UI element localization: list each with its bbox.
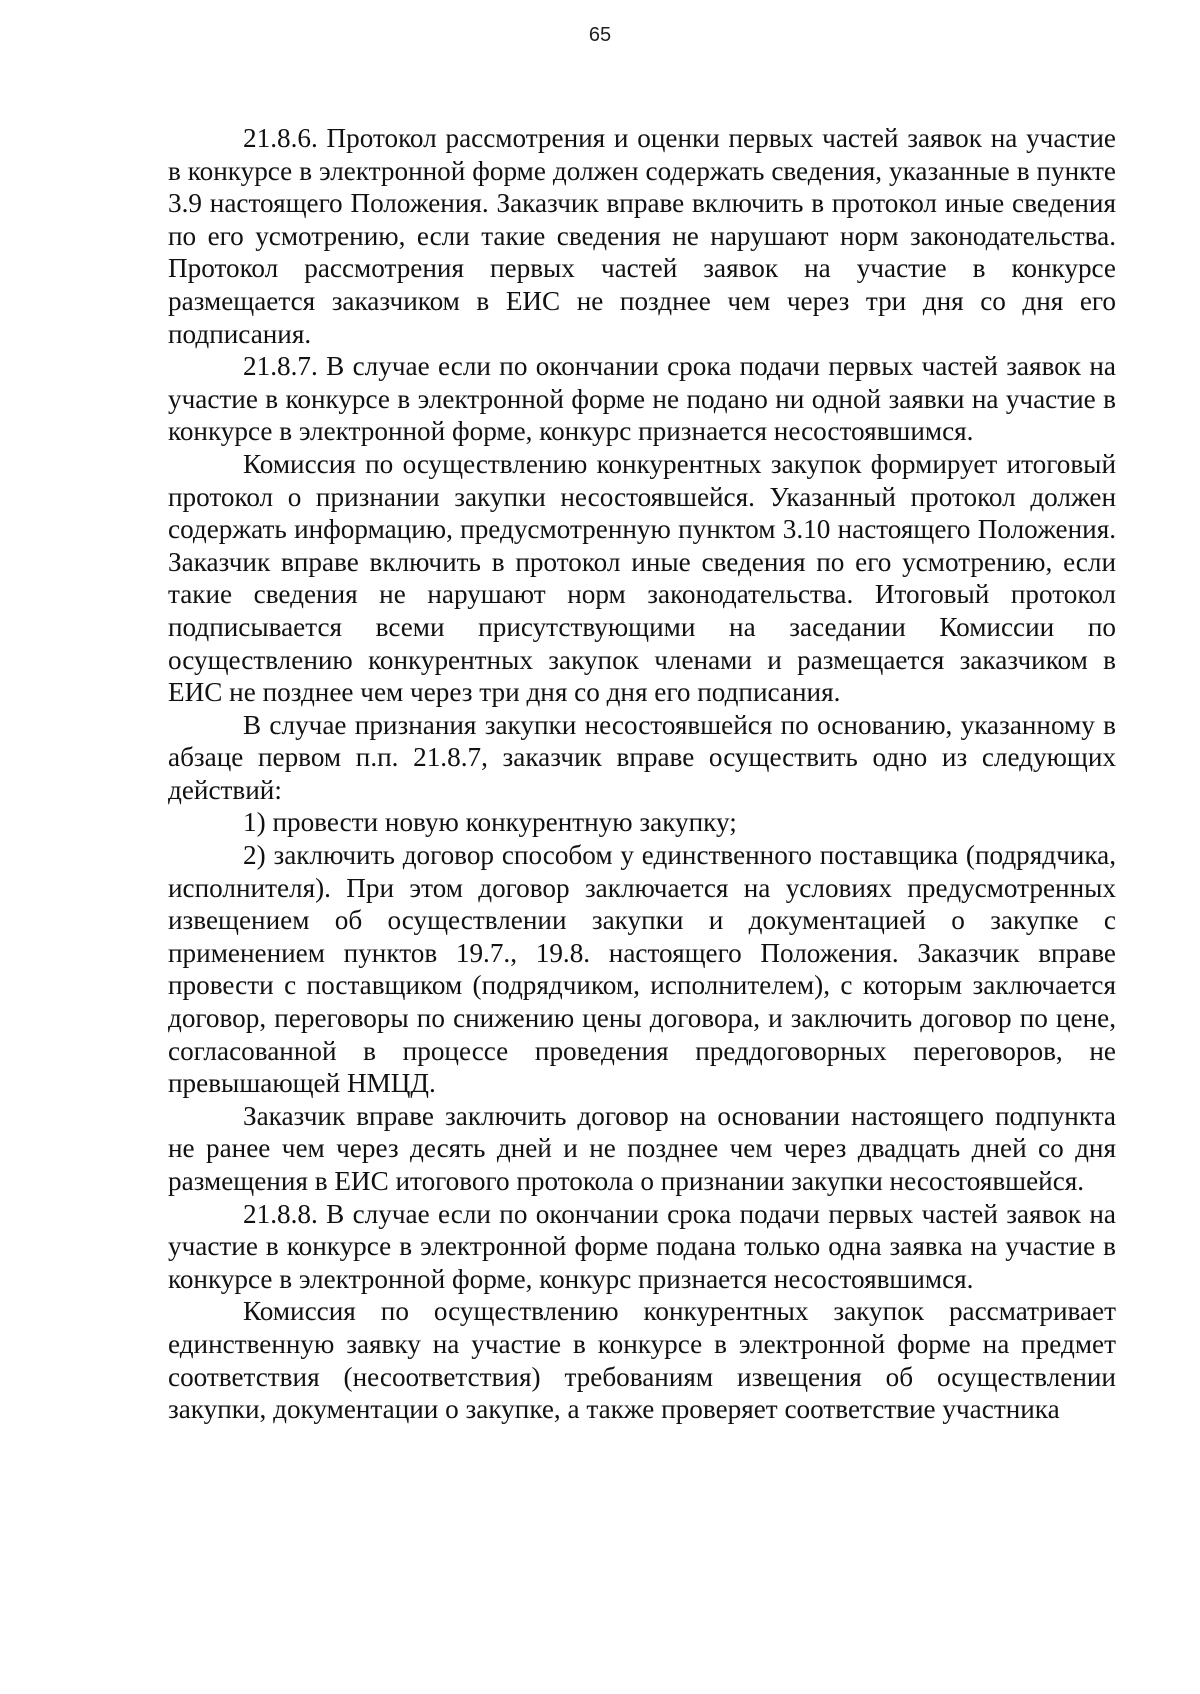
- paragraph-commission-final-protocol: Комиссия по осуществлению конкурентных закупок формирует итоговый протокол о признании закупки несостоявшейся. Указанный протокол должен содержать информацию, предусмотренную пунктом 3.10 настоящего Положения. Заказчик вправе включить в протокол иные сведения по его усмотрению, если такие сведения не нарушают норм законодательства. Итоговый протокол подписывается всеми присутствующими на заседании Комиссии по осуществлению конкурентных закупок членами и размещается заказчиком в ЕИС не позднее чем через три дня со дня его подписания.: [168, 448, 1116, 708]
- paragraph-commission-single-application: Комиссия по осуществлению конкурентных закупок рассматривает единственную заявку на участие в конкурсе в электронной форме на предмет соответствия (несоответствия) требованиям извещения об осуществлении закупки, документации о закупке, а также проверяет соответствие участника: [168, 1296, 1116, 1425]
- page-number: 65: [588, 24, 612, 46]
- paragraph-21-8-8: 21.8.8. В случае если по окончании срока подачи первых частей заявок на участие в конкурсе в электронной форме подана только одна заявка на участие в конкурсе в электронной форме, конкурс признается несостоявшимся.: [168, 1198, 1116, 1294]
- paragraph-21-8-6: 21.8.6. Протокол рассмотрения и оценки первых частей заявок на участие в конкурсе в электронной форме должен содержать сведения, указанные в пункте 3.9 настоящего Положения. Заказчик вправе включить в протокол иные сведения по его усмотрению, если такие сведения не нарушают норм законодательства. Протокол рассмотрения первых частей заявок на участие в конкурсе размещается заказчиком в ЕИС не позднее чем через три дня со дня его подписания.: [168, 123, 1116, 349]
- list-item-single-supplier-contract: 2) заключить договор способом у единственного поставщика (подрядчика, исполнителя). При этом договор заключается на условиях предусмотренных извещением об осуществлении закупки и документацией о закупке с применением пунктов 19.7., 19.8. настоящего Положения. Заказчик вправе провести с поставщиком (подрядчиком, исполнителем), с которым заключается договор, переговоры по снижению цены договора, и заключить договор по цене, согласованной в процессе проведения преддоговорных переговоров, не превышающей НМЦД.: [168, 840, 1116, 1099]
- list-item-new-procurement: 1) провести новую конкурентную закупку;: [243, 807, 737, 838]
- paragraph-failed-procurement-actions: В случае признания закупки несостоявшейся по основанию, указанному в абзаце первом п.п. 21.8.7, заказчик вправе осуществить одно из следующих действий:: [168, 709, 1116, 805]
- paragraph-contract-timing: Заказчик вправе заключить договор на основании настоящего подпункта не ранее чем через десять дней и не позднее чем через двадцать дней со дня размещения в ЕИС итогового протокола о признании закупки несостоявшейся.: [168, 1100, 1116, 1196]
- document-body: [168, 122, 1116, 1426]
- paragraph-21-8-7: 21.8.7. В случае если по окончании срока подачи первых частей заявок на участие в конкурсе в электронной форме не подано ни одной заявки на участие в конкурсе в электронной форме, конкурс признается несостоявшимся.: [168, 351, 1116, 447]
